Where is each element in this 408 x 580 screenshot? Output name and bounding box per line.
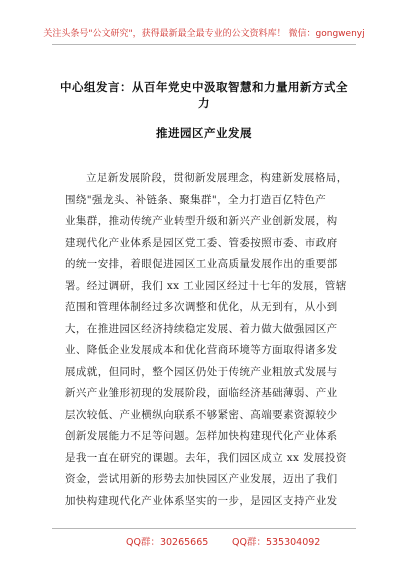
body-line: 大，在推进园区经济持续稳定发展、着力做大做强园区产 [65,322,338,335]
body-line: 署。经过调研，我们 xx 工业园区经过十七年的发展，管辖 [65,279,347,292]
header-divider [52,44,356,45]
document-title-line-2: 推进园区产业发展 [156,126,252,140]
body-line: 围绕"强龙头、补链条、聚集群"，全力打造百亿特色产 [65,193,327,206]
body-line: 资金，尝试用新的形势去加快园区产业发展，迈出了我们 [65,473,338,485]
footer-qq-group-2: QQ群：535304092 [232,537,321,548]
body-line: 是我一直在研究的课题。去年，我们园区成立 xx 发展投资 [65,451,347,464]
document-body [65,168,355,512]
document-title-line-1: 中心组发言：从百年党史中汲取智慧和力量用新方式全力 [60,80,348,110]
body-line: 展成就，但同时，整个园区仍处于传统产业粗放式发展与 [65,365,338,378]
body-line: 业集群，推动传统产业转型升级和新兴产业创新发展，构 [65,215,338,227]
body-line: 立足新发展阶段，贯彻新发展理念，构建新发展格局， [86,172,348,184]
body-line: 新兴产业雏形初现的发展阶段，面临经济基础薄弱、产业 [65,387,338,399]
body-line: 的统一安排，着眼促进园区工业高质量发展作出的重要部 [65,258,338,270]
body-line: 加快构建现代化产业体系坚实的一步，是园区支持产业发 [65,494,338,507]
body-line: 范围和管理体制经过多次调整和优化，从无到有，从小到 [65,301,338,313]
body-line: 创新发展能力不足等问题。怎样加快构建现代化产业体系 [65,430,338,442]
body-line: 层次较低、产业横纵向联系不够紧密、高端要素资源较少 [65,408,338,421]
body-line: 建现代化产业体系是园区党工委、管委按照市委、市政府 [65,236,338,249]
footer-divider [52,528,356,529]
header-promo-text: 关注头条号"公文研究"，获得最新最全最专业的公文资料库！ 微信：gongwenyj [43,29,365,39]
body-line: 业、降低企业发展成本和优化营商环境等方面取得诸多发 [65,344,338,356]
footer-qq-group-1: QQ群：30265665 [126,537,209,548]
